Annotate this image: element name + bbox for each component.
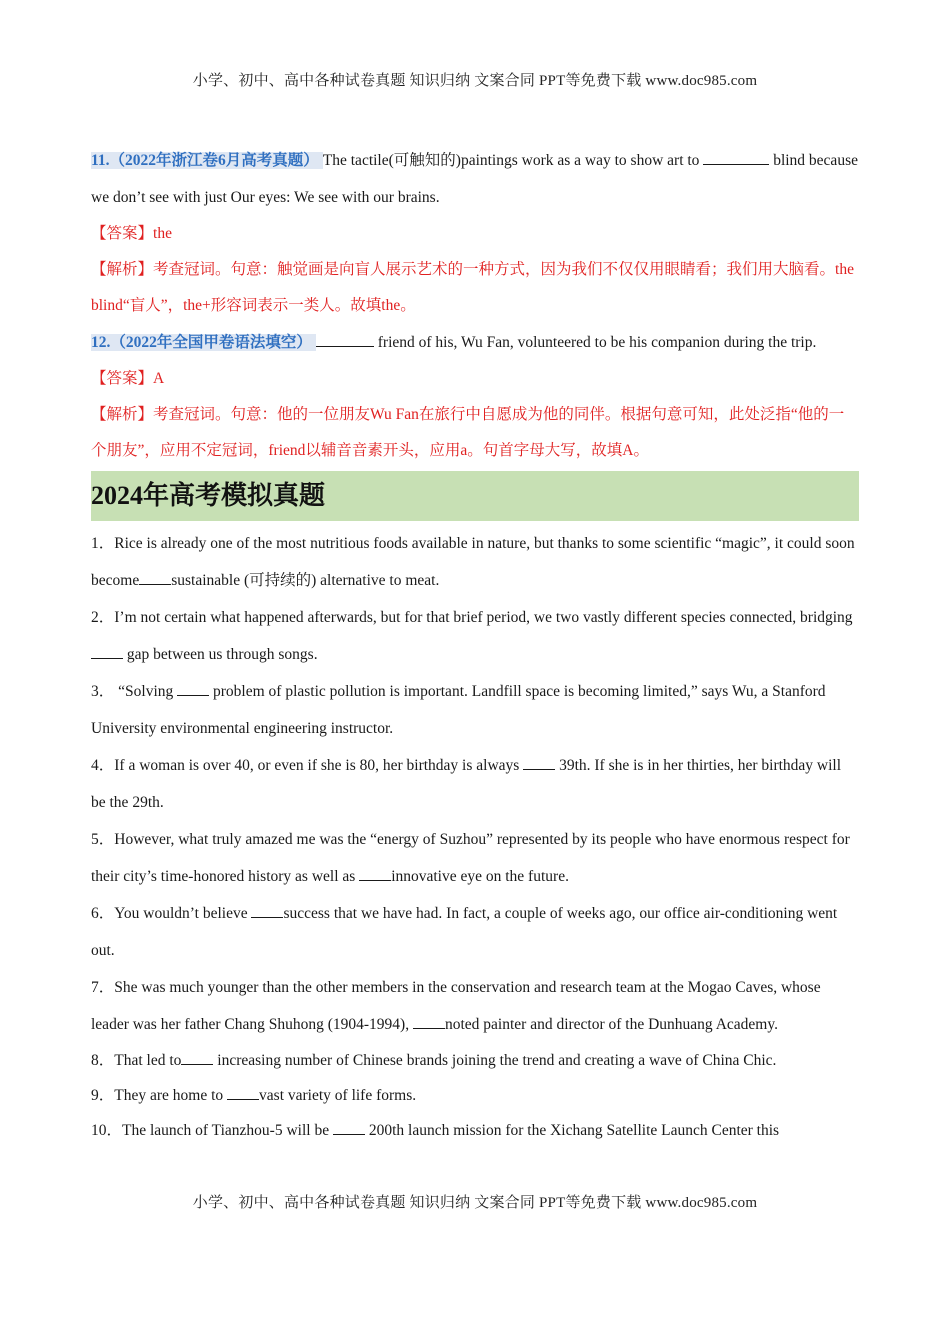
question-12-analysis xyxy=(91,397,859,469)
answer-blank xyxy=(251,903,283,918)
question-12-answer xyxy=(91,361,859,397)
item-text-pre: They are home to xyxy=(114,1087,228,1104)
answer-blank xyxy=(703,150,769,165)
answer-value: A xyxy=(153,370,165,387)
answer-blank xyxy=(413,1014,445,1029)
item-number: 5． xyxy=(91,831,115,848)
question-11-analysis xyxy=(91,252,859,324)
item-number: 3． xyxy=(91,683,115,700)
page-header: 小学、初中、高中各种试卷真题 知识归纳 文案合同 PPT等免费下载 www.doc985.com xyxy=(192,73,758,89)
question-12-text: friend of his, Wu Fan, volunteered to be his companion during the trip. xyxy=(373,334,817,351)
page-footer: 小学、初中、高中各种试卷真题 知识归纳 文案合同 PPT等免费下载 www.doc985.com xyxy=(192,1195,758,1211)
analysis-text: 考查冠词。句意：他的一位朋友Wu Fan在旅行中自愿成为他的同伴。根据句意可知，此处泛指“他的一个朋友”，应用不定冠词，friend以辅音音素开头，应用a。句首字母大写，故填A。 xyxy=(91,406,845,459)
list-item xyxy=(91,525,859,599)
list-item xyxy=(91,747,859,821)
list-item xyxy=(91,821,859,895)
item-number: 10． xyxy=(91,1122,123,1139)
answer-blank xyxy=(523,755,555,770)
item-text-pre: However, what truly amazed me was the “energy of Suzhou” represented by its people who have enormous respect for their city’s time-honored history as well as xyxy=(91,831,850,885)
list-item xyxy=(91,673,859,747)
item-text-pre: Rice is already one of the most nutritious foods available in nature, but thanks to some scientific “magic”, it could soon become xyxy=(91,535,855,589)
item-text-post: 200th launch mission for the Xichang Satellite Launch Center this xyxy=(364,1122,780,1139)
list-item xyxy=(91,895,859,969)
answer-blank xyxy=(91,644,123,659)
item-text-pre: I’m not certain what happened afterwards, but for that brief period, we two vastly different species connected, bridging xyxy=(114,609,853,626)
answer-blank xyxy=(177,681,209,696)
answer-label: 【答案】 xyxy=(91,370,154,387)
item-number: 8． xyxy=(91,1052,115,1069)
practice-list xyxy=(91,525,859,1148)
item-text-post: increasing number of Chinese brands joining the trend and creating a wave of China Chic. xyxy=(213,1052,777,1069)
item-text-pre: That led to xyxy=(114,1052,182,1069)
analysis-text: 考查冠词。句意：触觉画是向盲人展示艺术的一种方式，因为我们不仅仅用眼睛看；我们用大脑看。the blind“盲人”，the+形容词表示一类人。故填the。 xyxy=(91,261,854,314)
question-11-answer xyxy=(91,216,859,252)
item-text-pre: If a woman is over 40, or even if she is 80, her birthday is always xyxy=(114,757,524,774)
list-item xyxy=(91,1078,859,1113)
question-11-text-b: blind because we don’t see with just Our eyes: We see with our brains. xyxy=(91,152,858,206)
question-12-label: 12.（2022年全国甲卷语法填空） xyxy=(91,334,316,351)
question-12 xyxy=(91,324,859,361)
item-text-pre: You wouldn’t believe xyxy=(114,905,252,922)
answer-blank xyxy=(316,332,374,347)
item-text-pre: “Solving xyxy=(114,683,178,700)
answer-blank xyxy=(181,1050,213,1065)
section-title: 2024年高考模拟真题 xyxy=(91,471,859,521)
question-11-label: 11.（2022年浙江卷6月高考真题） xyxy=(91,152,323,169)
item-number: 1． xyxy=(91,535,115,552)
answer-blank xyxy=(139,570,171,585)
item-text-post: noted painter and director of the Dunhuang Academy. xyxy=(444,1016,778,1033)
analysis-label: 【解析】 xyxy=(91,261,154,278)
list-item xyxy=(91,599,859,673)
analysis-label: 【解析】 xyxy=(91,406,154,423)
question-11 xyxy=(91,142,859,216)
item-text-post: vast variety of life forms. xyxy=(259,1087,417,1104)
item-number: 2． xyxy=(91,609,115,626)
item-text-pre: The launch of Tianzhou-5 will be xyxy=(122,1122,333,1139)
answer-label: 【答案】 xyxy=(91,225,154,242)
document-content xyxy=(91,142,859,1148)
item-text-pre: She was much younger than the other members in the conservation and research team at the Mogao Caves, whose leader was her father Chang Shuhong (1904-1994), xyxy=(91,979,821,1033)
question-11-text-a: The tactile(可触知的)paintings work as a way to show art to xyxy=(322,152,704,169)
answer-value: the xyxy=(153,225,172,242)
answer-blank xyxy=(359,866,391,881)
item-text-post: 39th. If she is in her thirties, her birthday will be the 29th. xyxy=(91,757,842,811)
item-text-post: success that we have had. In fact, a couple of weeks ago, our office air-conditioning went out. xyxy=(91,905,838,959)
item-text-post: gap between us through songs. xyxy=(123,646,318,663)
item-text-post: innovative eye on the future. xyxy=(391,868,569,885)
list-item xyxy=(91,1043,859,1078)
item-number: 7． xyxy=(91,979,115,996)
list-item xyxy=(91,1113,859,1148)
item-text-post: problem of plastic pollution is important. Landfill space is becoming limited,” says Wu, a Stanford University environmental engineering instructor. xyxy=(91,683,826,737)
item-number: 9． xyxy=(91,1087,115,1104)
answer-blank xyxy=(227,1085,259,1100)
item-text-post: sustainable (可持续的) alternative to meat. xyxy=(171,572,440,589)
item-number: 4． xyxy=(91,757,115,774)
list-item xyxy=(91,969,859,1043)
item-number: 6． xyxy=(91,905,115,922)
answer-blank xyxy=(333,1120,365,1135)
